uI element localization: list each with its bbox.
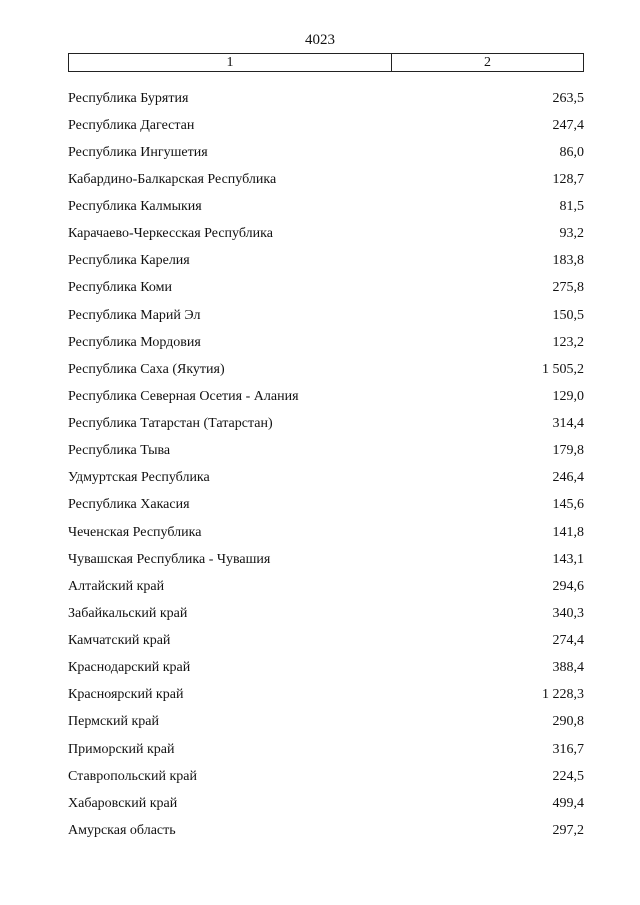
- region-value: 294,6: [552, 578, 584, 594]
- region-value: 297,2: [552, 822, 584, 838]
- region-value: 179,8: [552, 443, 584, 459]
- region-name: Карачаево-Черкесская Республика: [68, 226, 273, 242]
- table-row: [68, 573, 584, 600]
- table-header-column-2: 2: [484, 55, 491, 70]
- region-name: Республика Северная Осетия - Алания: [68, 388, 299, 404]
- region-value: 123,2: [552, 334, 584, 350]
- region-value: 263,5: [552, 90, 584, 106]
- table-row: [68, 682, 584, 709]
- region-value: 1 505,2: [542, 361, 584, 377]
- table-body: [68, 85, 584, 845]
- region-value: 290,8: [552, 714, 584, 730]
- table-row: [68, 628, 584, 655]
- table-header-column-1: 1: [69, 54, 392, 71]
- table-row: [68, 736, 584, 763]
- region-value: 314,4: [552, 416, 584, 432]
- region-value: 224,5: [552, 768, 584, 784]
- region-value: 1 228,3: [542, 687, 584, 703]
- region-value: 129,0: [552, 388, 584, 404]
- region-name: Чувашская Республика - Чувашия: [68, 551, 271, 567]
- table-row: [68, 112, 584, 139]
- region-value: 141,8: [552, 524, 584, 540]
- table-header: [68, 53, 584, 72]
- region-name: Республика Хакасия: [68, 497, 190, 513]
- table-row: [68, 275, 584, 302]
- region-name: Республика Саха (Якутия): [68, 361, 225, 377]
- table-row: [68, 329, 584, 356]
- region-name: Красноярский край: [68, 687, 184, 703]
- region-value: 275,8: [552, 280, 584, 296]
- table-row: [68, 139, 584, 166]
- region-name: Республика Ингушетия: [68, 144, 208, 160]
- table-row: [68, 248, 584, 275]
- region-value: 388,4: [552, 660, 584, 676]
- table-row: [68, 790, 584, 817]
- region-name: Ставропольский край: [68, 768, 197, 784]
- table-row: [68, 221, 584, 248]
- table-row: [68, 383, 584, 410]
- region-value: 150,5: [552, 307, 584, 323]
- page-number: 4023: [305, 32, 335, 48]
- table-row: [68, 411, 584, 438]
- table-row: [68, 166, 584, 193]
- region-value: 81,5: [559, 199, 584, 215]
- table-row: [68, 194, 584, 221]
- region-name: Республика Коми: [68, 280, 172, 296]
- table-row: [68, 85, 584, 112]
- region-name: Приморский край: [68, 741, 175, 757]
- table-row: [68, 655, 584, 682]
- region-value: 143,1: [552, 551, 584, 567]
- region-value: 246,4: [552, 470, 584, 486]
- region-value: 274,4: [552, 633, 584, 649]
- region-name: Камчатский край: [68, 633, 171, 649]
- region-name: Республика Калмыкия: [68, 199, 202, 215]
- region-value: 183,8: [552, 253, 584, 269]
- region-name: Республика Мордовия: [68, 334, 201, 350]
- region-name: Алтайский край: [68, 578, 165, 594]
- region-name: Республика Марий Эл: [68, 307, 201, 323]
- region-name: Краснодарский край: [68, 660, 191, 676]
- region-name: Республика Бурятия: [68, 90, 189, 106]
- table-row: [68, 709, 584, 736]
- table-row: [68, 546, 584, 573]
- region-value: 340,3: [552, 605, 584, 621]
- table-row: [68, 763, 584, 790]
- region-name: Забайкальский край: [68, 605, 188, 621]
- region-name: Амурская область: [68, 822, 176, 838]
- table-row: [68, 302, 584, 329]
- region-value: 247,4: [552, 117, 584, 133]
- region-value: 93,2: [559, 226, 584, 242]
- region-name: Удмуртская Республика: [68, 470, 210, 486]
- region-value: 145,6: [552, 497, 584, 513]
- region-name: Республика Тыва: [68, 443, 171, 459]
- table-row: [68, 465, 584, 492]
- table-row: [68, 600, 584, 627]
- table-row: [68, 492, 584, 519]
- region-name: Кабардино-Балкарская Республика: [68, 171, 277, 187]
- region-value: 128,7: [552, 171, 584, 187]
- region-name: Хабаровский край: [68, 795, 178, 811]
- region-value: 86,0: [559, 144, 584, 160]
- table-row: [68, 817, 584, 844]
- region-name: Чеченская Республика: [68, 524, 202, 540]
- region-name: Республика Татарстан (Татарстан): [68, 416, 273, 432]
- region-name: Пермский край: [68, 714, 159, 730]
- region-name: Республика Дагестан: [68, 117, 195, 133]
- region-value: 316,7: [552, 741, 584, 757]
- table-row: [68, 519, 584, 546]
- region-name: Республика Карелия: [68, 253, 190, 269]
- table-row: [68, 438, 584, 465]
- region-value: 499,4: [552, 795, 584, 811]
- table-row: [68, 356, 584, 383]
